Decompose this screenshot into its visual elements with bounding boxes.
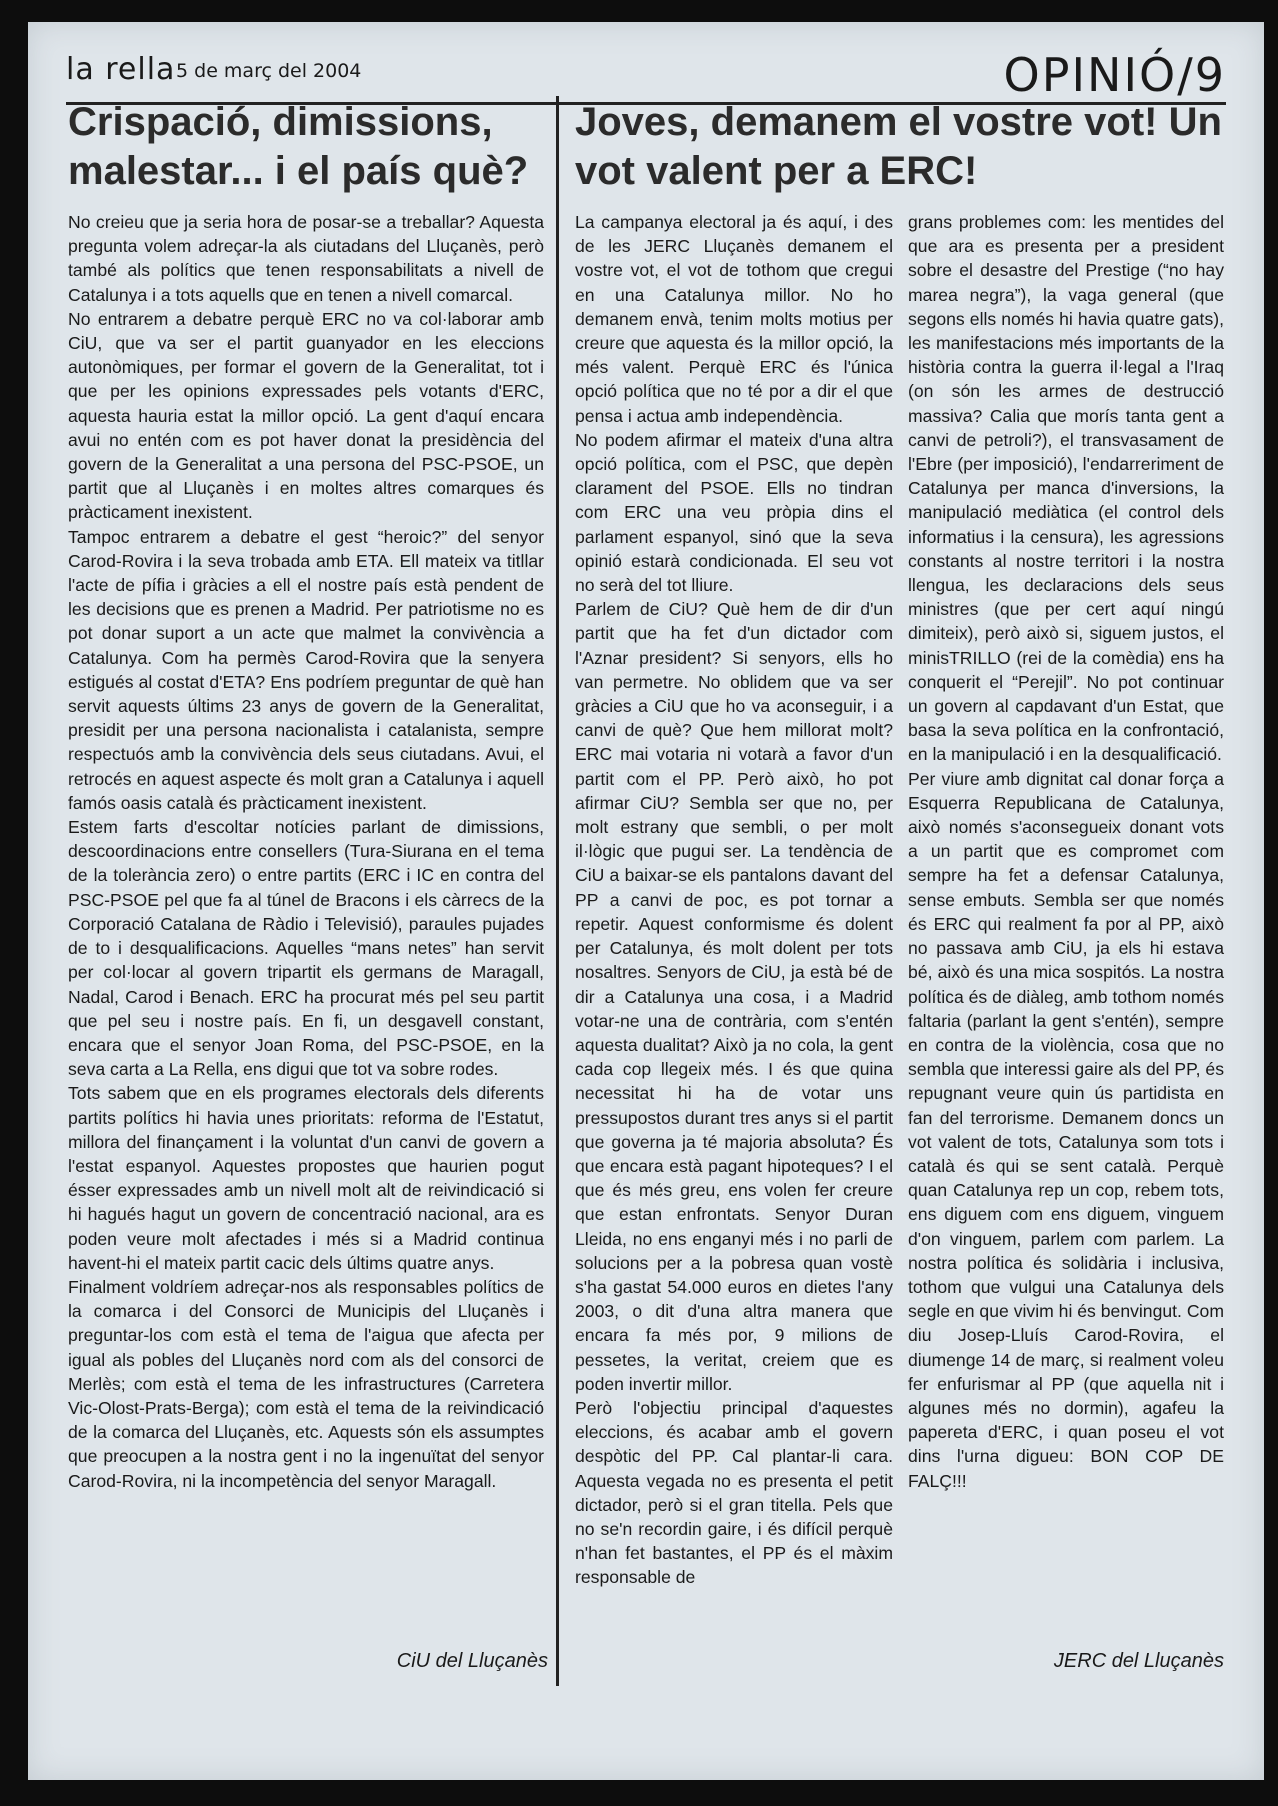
article-body-jerc-col1 <box>575 210 893 1590</box>
paragraph: No podem afirmar el mateix d'una altra opció política, com el PSC, que depèn clarament del PSOE. Ells no tindran com ERC una veu pròpia dins el parlament espanyol, sinó que la seva opinió estarà condicionada. El seu vot no serà del tot lliure. <box>575 429 893 596</box>
section-page-label: OPINIÓ/9 <box>1003 48 1226 102</box>
paragraph: Tots sabem que en els programes electorals dels diferents partits polítics hi havia unes prioritats: reforma de l'Estatut, millora del finançament i la voluntat d'un canvi de govern a l'estat espanyol. Aquestes propostes que haurien pogut ésser expressades amb un nivell molt alt de reivindicació si hi hagués hagut un govern de concentració nacional, ara es poden veure molt afectades i més si a Madrid continua havent-hi el mateix partit cacic dels últims quatre anys. <box>68 1083 544 1273</box>
paragraph: Finalment voldríem adreçar-nos als responsables polítics de la comarca i del Consorci de Municipis del Lluçanès i preguntar-los com està el tema de l'aigua que afecta per igual als pobles del Lluçanès nord com als del consorci de Merlès; com està el tema de les infrastructures (Carretera Vic-Olost-Prats-Berga); com està el tema de la reivindicació de la comarca del Lluçanès, etc. Aquests són els assumptes que preocupen a la nostra gent i no la ingenuïtat del senyor Carod-Rovira, ni la incompetència del senyor Maragall. <box>68 1276 544 1491</box>
publication-date: 5 de març del 2004 <box>176 60 362 82</box>
column-divider <box>556 96 559 1686</box>
publication-name: la rella <box>66 52 176 87</box>
article-headline-ciu: Crispació, dimissions, malestar... i el país què? <box>68 100 529 193</box>
paragraph: Però l'objectiu principal d'aquestes eleccions, és acabar amb el govern despòtic del PP. Cal plantar-li cara. Aquesta vegada no es presenta el petit dictador, però si el gran titella. Pels que no se'n recordin gaire, i és difícil perquè n'han fet bastantes, el PP és el màxim responsable de <box>575 1397 893 1588</box>
paragraph: No entrarem a debatre perquè ERC no va col·laborar amb CiU, que va ser el partit guanyador en les eleccions autonòmiques, per formar el govern de la Generalitat, tot i que per les opinions expressades pels votants d'ERC, aquesta hauria estat la millor opció. La gent d'aquí encara avui no entén com es pot haver donat la presidència del govern de la Generalitat a una persona del PSC-PSOE, un partit que al Lluçanès i en moltes altres comarques és pràcticament inexistent. <box>68 308 544 523</box>
article-signature-jerc: JERC del Lluçanès <box>1053 1650 1224 1672</box>
paragraph: Per viure amb dignitat cal donar força a Esquerra Republicana de Catalunya, això només s'aconsegueix donant vots a un partit que es compromet com sempre ha fet a defensar Catalunya, sense embuts. Sembla ser que només és ERC qui realment fa por al PP, això no passava amb CiU, ja els hi estava bé, això és una mica sospitós. La nostra política és de diàleg, amb tothom només faltaria (parlant la gent s'entén), sempre en contra de la violència, cosa que no sembla que interessi gaire als del PP, és repugnant veure quin ús partidista en fan del terrorisme. Demanem doncs un vot valent de tots, Catalunya som tots i català és qui se sent català. Perquè quan Catalunya rep un cop, rebem tots, ens diguem com ens diguem, vinguem d'on vinguem, parlem com parlem. La nostra política és solidària i inclusiva, tothom que vulgui una Catalunya dels segle en que vivim hi és benvingut. Com diu Josep-Lluís Carod-Rovira, el diumenge 14 de març, si realment voleu fer enfurismar al PP (que aquella nit i algunes més no dormin), agafeu la papereta d'ERC, i quan poseu el vot dins l'urna digueu: BON COP DE FALÇ!!! <box>908 768 1224 1491</box>
paragraph: Tampoc entrarem a debatre el gest “heroic?” del senyor Carod-Rovira i la seva trobada amb ETA. Ell mateix va titllar l'acte de pífia i gràcies a ell el nostre país està pendent de les decisions que es prenen a Madrid. Per patriotisme no es pot donar suport a un acte que malmet la convivència a Catalunya. Com ha permès Carod-Rovira que la senyera estigués al costat d'ETA? Ens podríem preguntar de què han servit aquests últims 23 anys de govern de la Generalitat, presidit per una persona nacionalista i catalanista, sempre respectuós amb la convivència dels seus ciutadans. Avui, el retrocés en aquest aspecte és molt gran a Catalunya i aquell famós oasis català és pràcticament inexistent. <box>68 526 544 813</box>
paragraph: grans problemes com: les mentides del que ara es presenta per a president sobre el desastre del Prestige (“no hay marea negra”), la vaga general (que segons ells només hi havia quatre gats), les manifestacions més importants de la història contra la guerra il·legal a l'Iraq (on són les armes de destrucció massiva? Calia que morís tanta gent a canvi de petroli?), el transvasament de l'Ebre (per imposició), l'endarreriment de Catalunya per manca d'inversions, la manipulació mediàtica (el control dels informatius i la censura), les agressions constants al nostre territori i la nostra llengua, les declaracions dels seus ministres (que per cert aquí ningú dimiteix), però això si, siguem justos, el minisTRILLO (rei de la comèdia) ens ha conquerit el “Perejil”. No pot continuar un govern al capdavant d'un Estat, que basa la seva política en la confrontació, en la manipulació i en la desqualificació. <box>908 212 1224 765</box>
paragraph: Parlem de CiU? Què hem de dir d'un partit que ha fet d'un dictador com l'Aznar president? Si senyors, ells ho van permetre. No oblidem que va ser gràcies a CiU que ho va aconseguir, i a canvi de què? Que hem millorat molt? ERC mai votaria ni votarà a favor d'un partit com el PP. Però això, ho pot afirmar CiU? Sembla ser que no, per molt estrany que sembli, o per molt il·lògic que pugui ser. La tendència de CiU a baixar-se els pantalons davant del PP a canvi de poc, es pot tornar a repetir. Aquest conformisme és dolent per Catalunya, és molt dolent per tots nosaltres. Senyors de CiU, ja està bé de dir a Catalunya una cosa, i a Madrid votar-ne una de contrària, com s'entén aquesta dualitat? Això ja no cola, la gent cada cop llegeix més. I és que quina necessitat hi ha de votar uns pressupostos durant tres anys si el partit que governa ja té majoria absoluta? És que encara està pagant hipoteques? I el que és més greu, ens volen fer creure que estan enfrontats. Senyor Duran Lleida, no ens enganyi més i no parli de solucions per a la pobresa quan vostè s'ha gastat 54.000 euros en dietes l'any 2003, o dit d'una altra manera que encara fa més por, 9 milions de pessetes, la veritat, creiem que es poden invertir millor. <box>575 599 893 1394</box>
paragraph: La campanya electoral ja és aquí, i des de les JERC Lluçanès demanem el vostre vot, el vot de tothom que cregui en una Catalunya millor. No ho demanem envà, tenim molts motius per creure que aquesta és la millor opció, la més valent. Perquè ERC és l'única opció política que no té por a dir el que pensa i actua amb independència. <box>575 212 893 426</box>
article-body-ciu <box>68 210 544 1493</box>
masthead <box>66 36 1226 105</box>
article-body-jerc-col2 <box>908 210 1224 1493</box>
article-signature-ciu: CiU del Lluçanès <box>396 1650 548 1672</box>
newspaper-page <box>28 22 1264 1780</box>
paragraph: Estem farts d'escoltar notícies parlant de dimissions, descoordinacions entre consellers (Tura-Siurana en el tema de la tolerància zero) o entre partits (ERC i IC en contra del PSC-PSOE pel que fa al túnel de Bracons i els càrrecs de la Corporació Catalana de Ràdio i Televisió), paraules pujades de to i desqualificacions. Aquelles “mans netes” han servit per col·locar al govern tripartit els germans de Maragall, Nadal, Carod i Benach. ERC ha procurat més pel seu partit que pel seu i nostre país. En fi, un desgavell constant, encara que el senyor Joan Roma, del PSC-PSOE, en la seva carta a La Rella, ens digui que tot va sobre rodes. <box>68 817 544 1080</box>
paragraph: No creieu que ja seria hora de posar-se a treballar? Aquesta pregunta volem adreçar-la als ciutadans del Lluçanès, però també als polítics que tenen responsabilitats a nivell de Catalunya i a tots aquells que en tenen a nivell comarcal. <box>68 212 544 305</box>
article-headline-jerc: Joves, demanem el vostre vot! Un vot valent per a ERC! <box>575 100 1222 193</box>
